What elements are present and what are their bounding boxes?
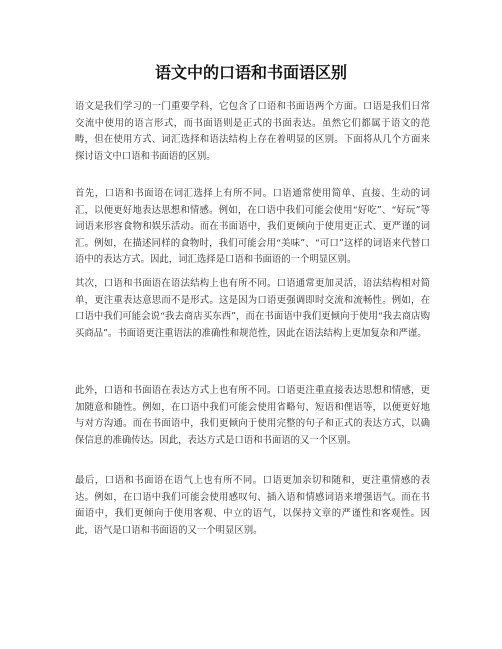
paragraph-intro: 语文是我们学习的一门重要学科，它包含了口语和书面语两个方面。口语是我们日常交流中使用的语言形式，而书面语则是正式的书面表达。虽然它们都属于语文的范畴，但在使用方式、词汇选择和语法结构上存在着明显的区别。下面将从几个方面来探讨语文中口语和书面语的区别。 [75,101,430,162]
paragraph-tone: 最后，口语和书面语在语气上也有所不同。口语更加亲切和随和，更注重情感的表达。例如，在口语中我们可能会使用感叹句、插入语和情感词语来增强语气。而在书面语中，我们更倾向于使用客观、中立的语气，以保持文章的严谨性和客观性。因此，语气是口语和书面语的又一个明显区别。 [75,475,430,536]
paragraph-vocabulary: 首先，口语和书面语在词汇选择上有所不同。口语通常使用简单、直接、生动的词汇，以便更好地表达思想和情感。例如，在口语中我们可能会使用“好吃”、“好玩”等词语来形容食物和娱乐活动。而在书面语中，我们更倾向于使用更正式、更严谨的词汇。例如，在描述同样的食物时，我们可能会用“美味”、“可口”这样的词语来代替口语中的表达方式。因此，词汇选择是口语和书面语的一个明显区别。 [75,188,430,266]
paragraph-grammar: 其次，口语和书面语在语法结构上也有所不同。口语通常更加灵活，语法结构相对简单，更注重表达意思而不是形式。这是因为口语更强调即时交流和流畅性。例如，在口语中我们可能会说“我去商店买东西”，而在书面语中我们更倾向于使用“我去商店购买商品”。书面语更注重语法的准确性和规范性，因此在语法结构上更加复杂和严谨。 [75,278,430,339]
document-title: 语文中的口语和书面语区别 [154,63,347,82]
paragraph-expression: 此外，口语和书面语在表达方式上也有所不同。口语更注重直接表达思想和情感，更加随意和随性。例如，在口语中我们可能会使用省略句、短语和俚语等，以便更好地与对方沟通。而在书面语中，我们更倾向于使用完整的句子和正式的表达方式，以确保信息的准确传达。因此，表达方式是口语和书面语的又一个区别。 [75,385,430,446]
